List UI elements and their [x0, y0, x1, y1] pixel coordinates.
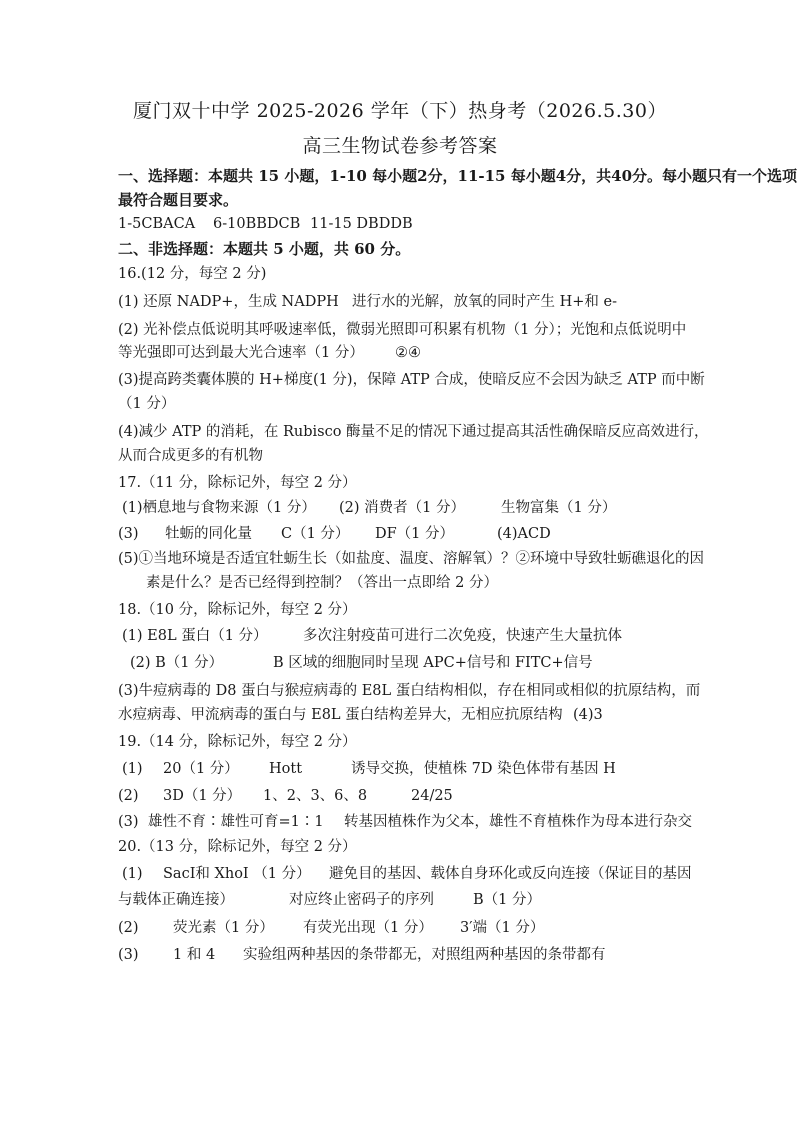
- q20-heading: 20.（13 分，除标记外，每空 2 分）: [118, 839, 357, 855]
- q20-answer-2c: 3′端（1 分）: [460, 920, 545, 936]
- q19-answer-2c: 24/25: [411, 788, 453, 804]
- q20-answer-3-num: (3): [118, 947, 139, 963]
- mc-answers-6-10: 6-10BBDCB: [213, 216, 301, 232]
- q18-answer-2a: (2) B（1 分）: [130, 655, 224, 671]
- q20-answer-1b-line2: 与载体正确连接）: [118, 892, 234, 908]
- q17-answer-4: (4)ACD: [497, 526, 551, 542]
- q19-answer-2-num: (2): [118, 788, 139, 804]
- q16-heading: 16.(12 分，每空 2 分): [118, 266, 267, 282]
- q17-heading: 17.（11 分，除标记外，每空 2 分）: [118, 475, 357, 491]
- q20-answer-2b: 有荧光出现（1 分）: [303, 920, 433, 936]
- q19-answer-2a: 3D（1 分）: [163, 788, 242, 804]
- q20-answer-1b-line1: 避免目的基因、载体自身环化或反向连接（保证目的基因: [329, 866, 692, 882]
- q16-answer-1a: (1) 还原 NADP+，生成 NADPH: [118, 294, 339, 310]
- q17-answer-2b: 生物富集（1 分）: [501, 500, 617, 516]
- q20-answer-3a: 1 和 4: [173, 947, 216, 963]
- q17-answer-3b: C（1 分）: [281, 526, 350, 542]
- page-subtitle: 高三生物试卷参考答案: [302, 135, 498, 157]
- q19-answer-3b: 转基因植株作为父本，雄性不育植株作为母本进行杂交: [344, 814, 692, 830]
- q16-answer-4-line1: (4)减少 ATP 的消耗，在 Rubisco 酶量不足的情况下通过提高其活性确保暗反应高效进行，: [118, 424, 709, 440]
- q19-answer-1c: 诱导交换，使植株 7D 染色体带有基因 H: [351, 761, 616, 777]
- q16-answer-3-line2: （1 分）: [118, 396, 176, 412]
- q18-answer-4: (4)3: [573, 707, 603, 723]
- q20-answer-1-num: (1): [122, 866, 143, 882]
- q18-answer-1b: 多次注射疫苗可进行二次免疫，快速产生大量抗体: [303, 628, 622, 644]
- page-title: 厦门双十中学 2025-2026 学年（下）热身考（2026.5.30）: [133, 100, 667, 122]
- section2-heading: 二、非选择题：本题共 5 小题，共 60 分。: [118, 240, 411, 258]
- q17-answer-3-num: (3): [118, 526, 139, 542]
- q19-heading: 19.（14 分，除标记外，每空 2 分）: [118, 734, 357, 750]
- section1-heading-line2: 最符合题目要求。: [118, 191, 239, 209]
- q20-answer-1c: 对应终止密码子的序列: [289, 892, 434, 908]
- q16-answer-4-line2: 从而合成更多的有机物: [118, 448, 263, 464]
- q19-answer-3a: 雄性不育∶雄性可育=1∶1: [148, 814, 324, 830]
- q17-answer-5-line1: (5)①当地环境是否适宜牡蛎生长（如盐度、温度、溶解氧）？②环境中导致牡蛎礁退化的因: [118, 551, 705, 567]
- q20-answer-1d: B（1 分）: [473, 892, 541, 908]
- q17-answer-1: (1)栖息地与食物来源（1 分）: [122, 500, 316, 516]
- q18-answer-2b: B 区域的细胞同时呈现 APC+信号和 FITC+信号: [273, 655, 593, 671]
- q19-answer-1-num: (1): [122, 761, 143, 777]
- q19-answer-2b: 1、2、3、6、8: [263, 788, 368, 804]
- q17-answer-2: (2) 消费者（1 分）: [339, 500, 465, 516]
- q16-answer-3-line1: (3)提高跨类囊体膜的 H+梯度(1 分)，保障 ATP 合成，使暗反应不会因为缺乏 ATP 而中断: [118, 372, 705, 388]
- q19-answer-1b: Hott: [269, 761, 303, 777]
- q20-answer-2a: 荧光素（1 分）: [173, 920, 274, 936]
- q20-answer-1a: SacI和 XhoI （1 分）: [163, 866, 311, 882]
- q16-answer-2-line1: (2) 光补偿点低说明其呼吸速率低，微弱光照即可积累有机物（1 分）；光饱和点低说明中: [118, 322, 687, 338]
- mc-answers-1-5: 1-5CBACA: [118, 216, 196, 232]
- q17-answer-3c: DF（1 分）: [375, 526, 455, 542]
- q18-answer-3-line1: (3)牛痘病毒的 D8 蛋白与猴痘病毒的 E8L 蛋白结构相似，存在相同或相似的抗原结构，而: [118, 683, 701, 699]
- q20-answer-2-num: (2): [118, 920, 139, 936]
- mc-answers-11-15: 11-15 DBDDB: [310, 216, 413, 232]
- q17-answer-5-line2: 素是什么？是否已经得到控制？（答出一点即给 2 分）: [146, 575, 498, 591]
- section1-heading-line1: 一、选择题：本题共 15 小题，1-10 每小题2分，11-15 每小题4分，共40分。每小题只有一个选项: [118, 167, 798, 185]
- q20-answer-3b: 实验组两种基因的条带都无，对照组两种基因的条带都有: [243, 947, 606, 963]
- q16-answer-2-line2: 等光强即可达到最大光合速率（1 分）: [118, 345, 364, 361]
- q17-answer-3a: 牡蛎的同化量: [165, 526, 252, 542]
- q18-answer-3-line2: 水痘病毒、甲流病毒的蛋白与 E8L 蛋白结构差异大，无相应抗原结构: [118, 707, 563, 723]
- q18-answer-1a: (1) E8L 蛋白（1 分）: [122, 628, 268, 644]
- q16-answer-1b: 进行水的光解，放氧的同时产生 H+和 e-: [352, 294, 617, 310]
- q19-answer-1a: 20（1 分）: [163, 761, 239, 777]
- q18-heading: 18.（10 分，除标记外，每空 2 分）: [118, 602, 357, 618]
- q19-answer-3-num: (3): [118, 814, 139, 830]
- q16-answer-2-choice: ②④: [395, 345, 421, 361]
